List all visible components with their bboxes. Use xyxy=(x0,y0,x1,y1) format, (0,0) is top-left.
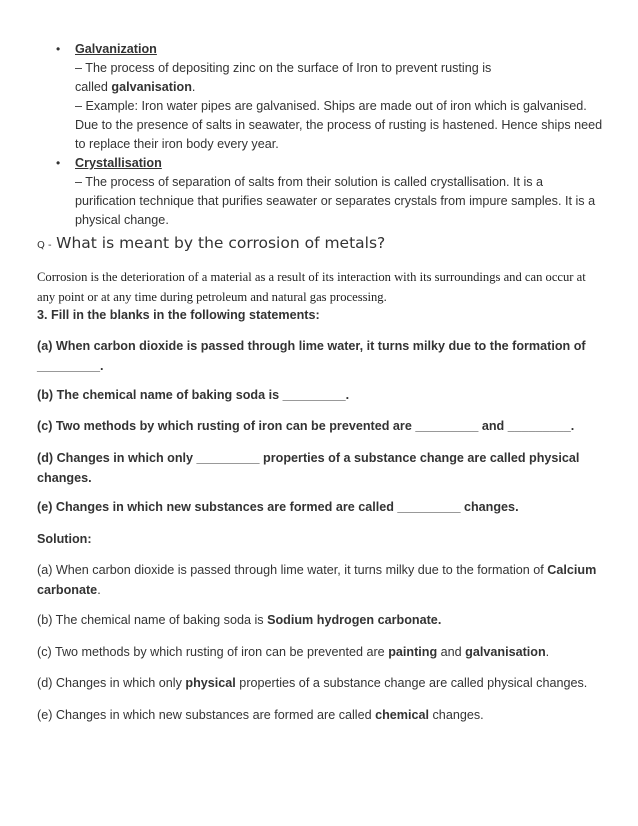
question-prefix: Q - xyxy=(37,240,52,251)
question-heading xyxy=(37,234,617,253)
solution-item-d xyxy=(37,674,603,694)
solution-line: (e) Changes in which new substances are formed are called chemical changes. xyxy=(37,708,484,722)
answer-line: any point or at any time during petroleum and natural gas processing. xyxy=(37,289,387,304)
bullet-text-line: called galvanisation. xyxy=(75,80,196,94)
bullet-dot-icon: • xyxy=(56,42,61,56)
bullet-dot-icon: • xyxy=(56,156,61,170)
exercise-item-e xyxy=(37,498,603,518)
bullet-text-line: – The process of depositing zinc on the surface of Iron to prevent rusting is xyxy=(75,61,492,75)
exercise-item-a xyxy=(37,337,603,376)
bullet-list xyxy=(52,40,612,230)
bullet-title: Galvanization xyxy=(75,42,157,56)
bullet-item-galvanization xyxy=(52,40,612,154)
solution-item-e xyxy=(37,706,603,726)
solution-line: (d) Changes in which only physical properties of a substance change are called physical changes. xyxy=(37,676,588,690)
bullet-text-line: – Example: Iron water pipes are galvanised. Ships are made out of iron which is galvanised. xyxy=(75,99,587,113)
solution-line: carbonate. xyxy=(37,582,101,597)
exercise-heading: 3. Fill in the blanks in the following statements: xyxy=(37,308,320,322)
bullet-title: Crystallisation xyxy=(75,156,162,170)
exercise-item-b xyxy=(37,386,603,406)
exercise-line: (e) Changes in which new substances are formed are called _________ changes. xyxy=(37,500,519,514)
bullet-text-line: – The process of separation of salts from their solution is called crystallisation. It is a xyxy=(75,175,544,189)
solution-heading: Solution: xyxy=(37,532,92,546)
solution-line: (b) The chemical name of baking soda is Sodium hydrogen carbonate. xyxy=(37,613,442,627)
exercise-line: (b) The chemical name of baking soda is _________. xyxy=(37,388,350,402)
bullet-text-line: purification technique that purifies seawater or separates crystals from impure samples. It is a xyxy=(75,194,596,208)
solution-item-b xyxy=(37,611,603,631)
solution-item-a xyxy=(37,561,603,600)
exercise-line: changes. xyxy=(37,470,92,485)
question-answer xyxy=(37,268,609,307)
exercise-item-d xyxy=(37,449,603,488)
solution-line: (a) When carbon dioxide is passed through lime water, it turns milky due to the formation of Calcium xyxy=(37,563,597,577)
exercise-item-c xyxy=(37,417,603,437)
answer-line: Corrosion is the deterioration of a material as a result of its interaction with its surroundings and can occur at xyxy=(37,270,586,284)
exercise-line: (c) Two methods by which rusting of iron can be prevented are _________ and _________. xyxy=(37,419,575,433)
solution-line: (c) Two methods by which rusting of iron can be prevented are painting and galvanisation. xyxy=(37,645,550,659)
exercise-line: (a) When carbon dioxide is passed through lime water, it turns milky due to the formation of xyxy=(37,339,586,353)
bullet-text-line: physical change. xyxy=(75,213,169,227)
bullet-text-line: Due to the presence of salts in seawater, the process of rusting is hastened. Hence ships need xyxy=(75,118,603,132)
exercise-line: _________. xyxy=(37,358,104,373)
bullet-item-crystallisation xyxy=(52,154,612,230)
bullet-text-line: to replace their iron body every year. xyxy=(75,137,279,151)
exercise-line: (d) Changes in which only _________ properties of a substance change are called physical xyxy=(37,451,580,465)
question-title: What is meant by the corrosion of metals? xyxy=(56,234,386,252)
solution-item-c xyxy=(37,643,603,663)
